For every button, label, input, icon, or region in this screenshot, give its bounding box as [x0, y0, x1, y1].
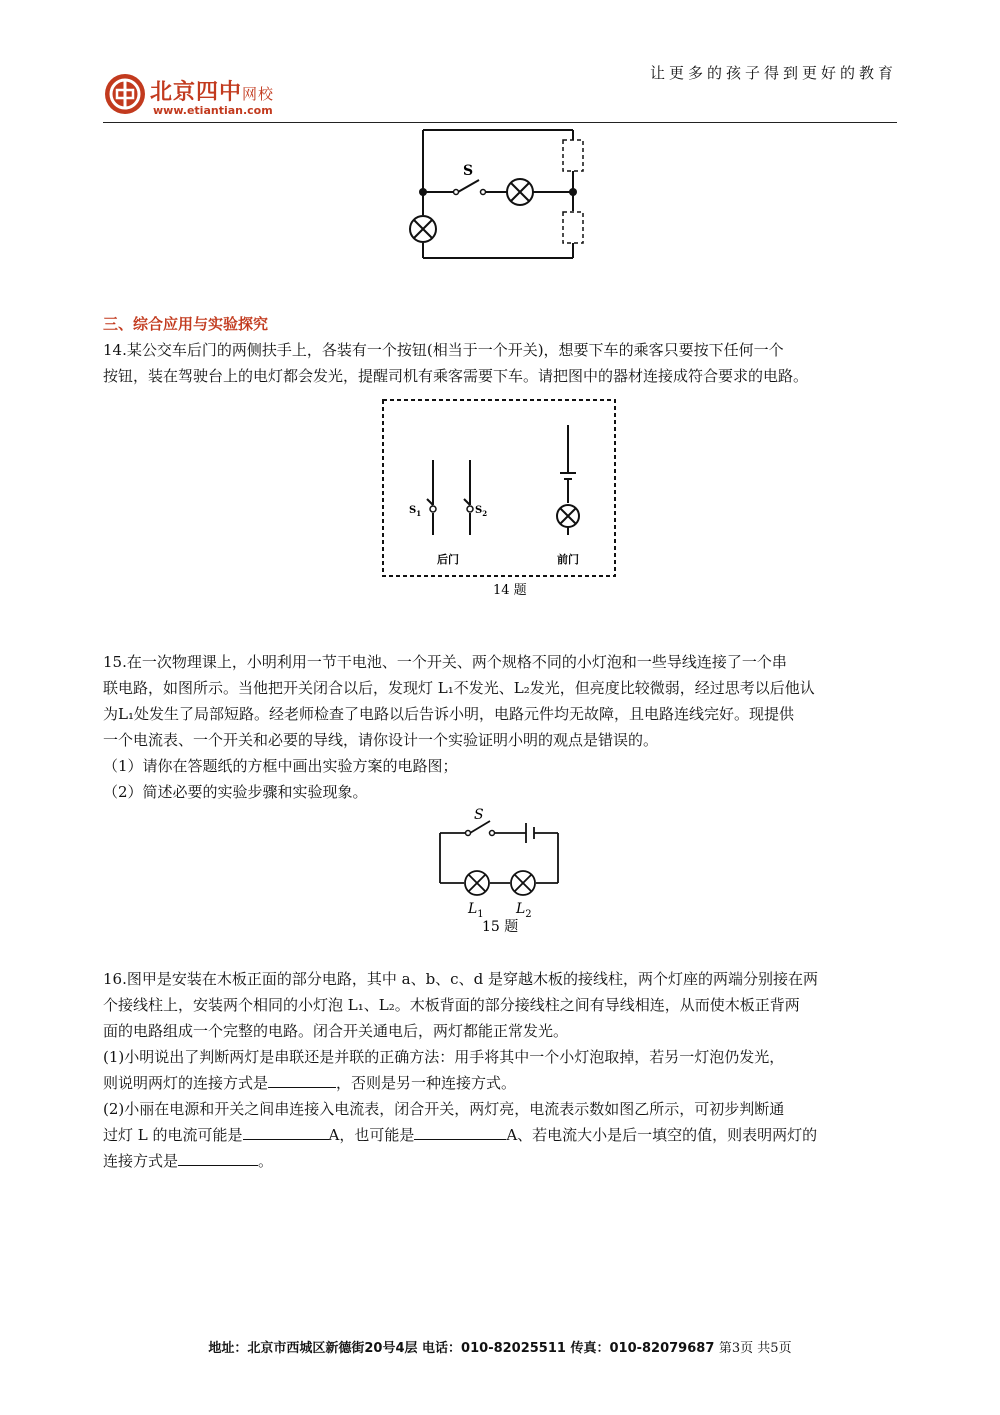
q16-line-7-text-a: 过灯 L 的电流可能是: [103, 1126, 243, 1144]
q14-s2-label: $S_2$: [475, 505, 488, 518]
q15-line-3: 为L₁处发生了局部短路。经老师检查了电路以后告诉小明，电路元件均无故障，且电路连线完好。现提供: [103, 705, 794, 723]
q13-switch-label: S: [463, 163, 474, 179]
logo-url: www.etiantian.com: [153, 104, 273, 117]
q15-line-4: 一个电流表、一个开关和必要的导线，请你设计一个实验证明小明的观点是错误的。: [103, 731, 659, 749]
q16-line-4: (1)小明说出了判断两灯是串联还是并联的正确方法：用手将其中一个小灯泡取掉，若另一灯泡仍发光，: [103, 1048, 785, 1066]
q15-sub-2: （2）简述必要的实验步骤和实验现象。: [103, 783, 368, 801]
q16-line-8: [103, 1148, 903, 1174]
footer-page-number: 第3页 共5页: [718, 1341, 792, 1356]
q15-l2-label: $L_2$: [516, 901, 532, 920]
q14-back-door-label: 后门: [437, 553, 459, 566]
logo-name-sub: 网校: [242, 85, 275, 103]
logo: [103, 72, 147, 116]
logo-name: [150, 75, 274, 106]
q14-caption: 14 题: [493, 583, 527, 598]
q16-line-5-text-b: ，否则是另一种连接方式。: [336, 1074, 517, 1092]
section-title: 三、综合应用与实验探究: [103, 315, 269, 333]
logo-name-cn: 北京四中: [150, 79, 243, 105]
question-16: [103, 966, 903, 1174]
q15-caption: 15 题: [482, 919, 519, 935]
q16-blank-2[interactable]: [243, 1123, 329, 1140]
q13-circuit-figure: [405, 125, 605, 265]
q16-blank-3[interactable]: [414, 1123, 506, 1140]
header-slogan: 让更多的孩子得到更好的教育: [649, 64, 897, 82]
q15-line-1: 15.在一次物理课上，小明利用一节干电池、一个开关、两个规格不同的小灯泡和一些导线连接了一个串: [103, 653, 787, 671]
q14-line-1: 14.某公交车后门的两侧扶手上，各装有一个按钮(相当于一个开关)，想要下车的乘客只要按下任何一个: [103, 341, 784, 359]
q16-line-7-text-b: A，也可能是: [328, 1126, 415, 1144]
q16-line-1: 16.图甲是安装在木板正面的部分电路，其中 a、b、c、d 是穿越木板的接线柱，两个灯座的两端分别接在两: [103, 970, 818, 988]
footer: [0, 1337, 1000, 1356]
q15-switch-label: S: [474, 807, 484, 823]
q14-front-door-label: 前门: [557, 553, 579, 566]
q16-line-3: 面的电路组成一个完整的电路。闭合开关通电后，两灯都能正常发光。: [103, 1022, 569, 1040]
q15-line-2: 联电路，如图所示。当他把开关闭合以后，发现灯 L₁不发光、L₂发光，但亮度比较微弱，经过思考以后他认: [103, 679, 815, 697]
footer-address: 地址：北京市西城区新德街20号4层 电话：010-82025511 传真：010-82079687: [208, 1341, 715, 1356]
q15-circuit-figure: [430, 805, 570, 937]
q16-line-7-text-c: A、若电流大小是后一填空的值，则表明两灯的: [506, 1126, 818, 1144]
q14-s1-label: $S_1$: [409, 505, 422, 518]
q15-l1-label: $L_1$: [468, 901, 484, 920]
header-divider: [103, 122, 897, 123]
q16-line-6: (2)小丽在电源和开关之间串连接入电流表，闭合开关，两灯亮，电流表示数如图乙所示，可初步判断通: [103, 1100, 785, 1118]
logo-emblem-icon: [103, 72, 147, 116]
q16-line-8-text-a: 连接方式是: [103, 1152, 179, 1170]
q16-line-7: [103, 1122, 903, 1148]
q15-sub-1: （1）请你在答题纸的方框中画出实验方案的电路图；: [103, 757, 458, 775]
q16-blank-4[interactable]: [178, 1149, 258, 1166]
q16-line-5: [103, 1070, 903, 1096]
question-15: [103, 649, 903, 805]
q16-line-2: 个接线柱上，安装两个相同的小灯泡 L₁、L₂。木板背面的部分接线柱之间有导线相连，从而使木板正背两: [103, 996, 800, 1014]
q14-circuit-figure: [375, 395, 625, 600]
q16-line-5-text-a: 则说明两灯的连接方式是: [103, 1074, 269, 1092]
question-14: [103, 337, 903, 389]
q16-blank-1[interactable]: [268, 1071, 336, 1088]
q14-line-2: 按钮，装在驾驶台上的电灯都会发光，提醒司机有乘客需要下车。请把图中的器材连接成符合要求的电路。: [103, 367, 809, 385]
q16-line-8-text-b: 。: [258, 1152, 274, 1170]
